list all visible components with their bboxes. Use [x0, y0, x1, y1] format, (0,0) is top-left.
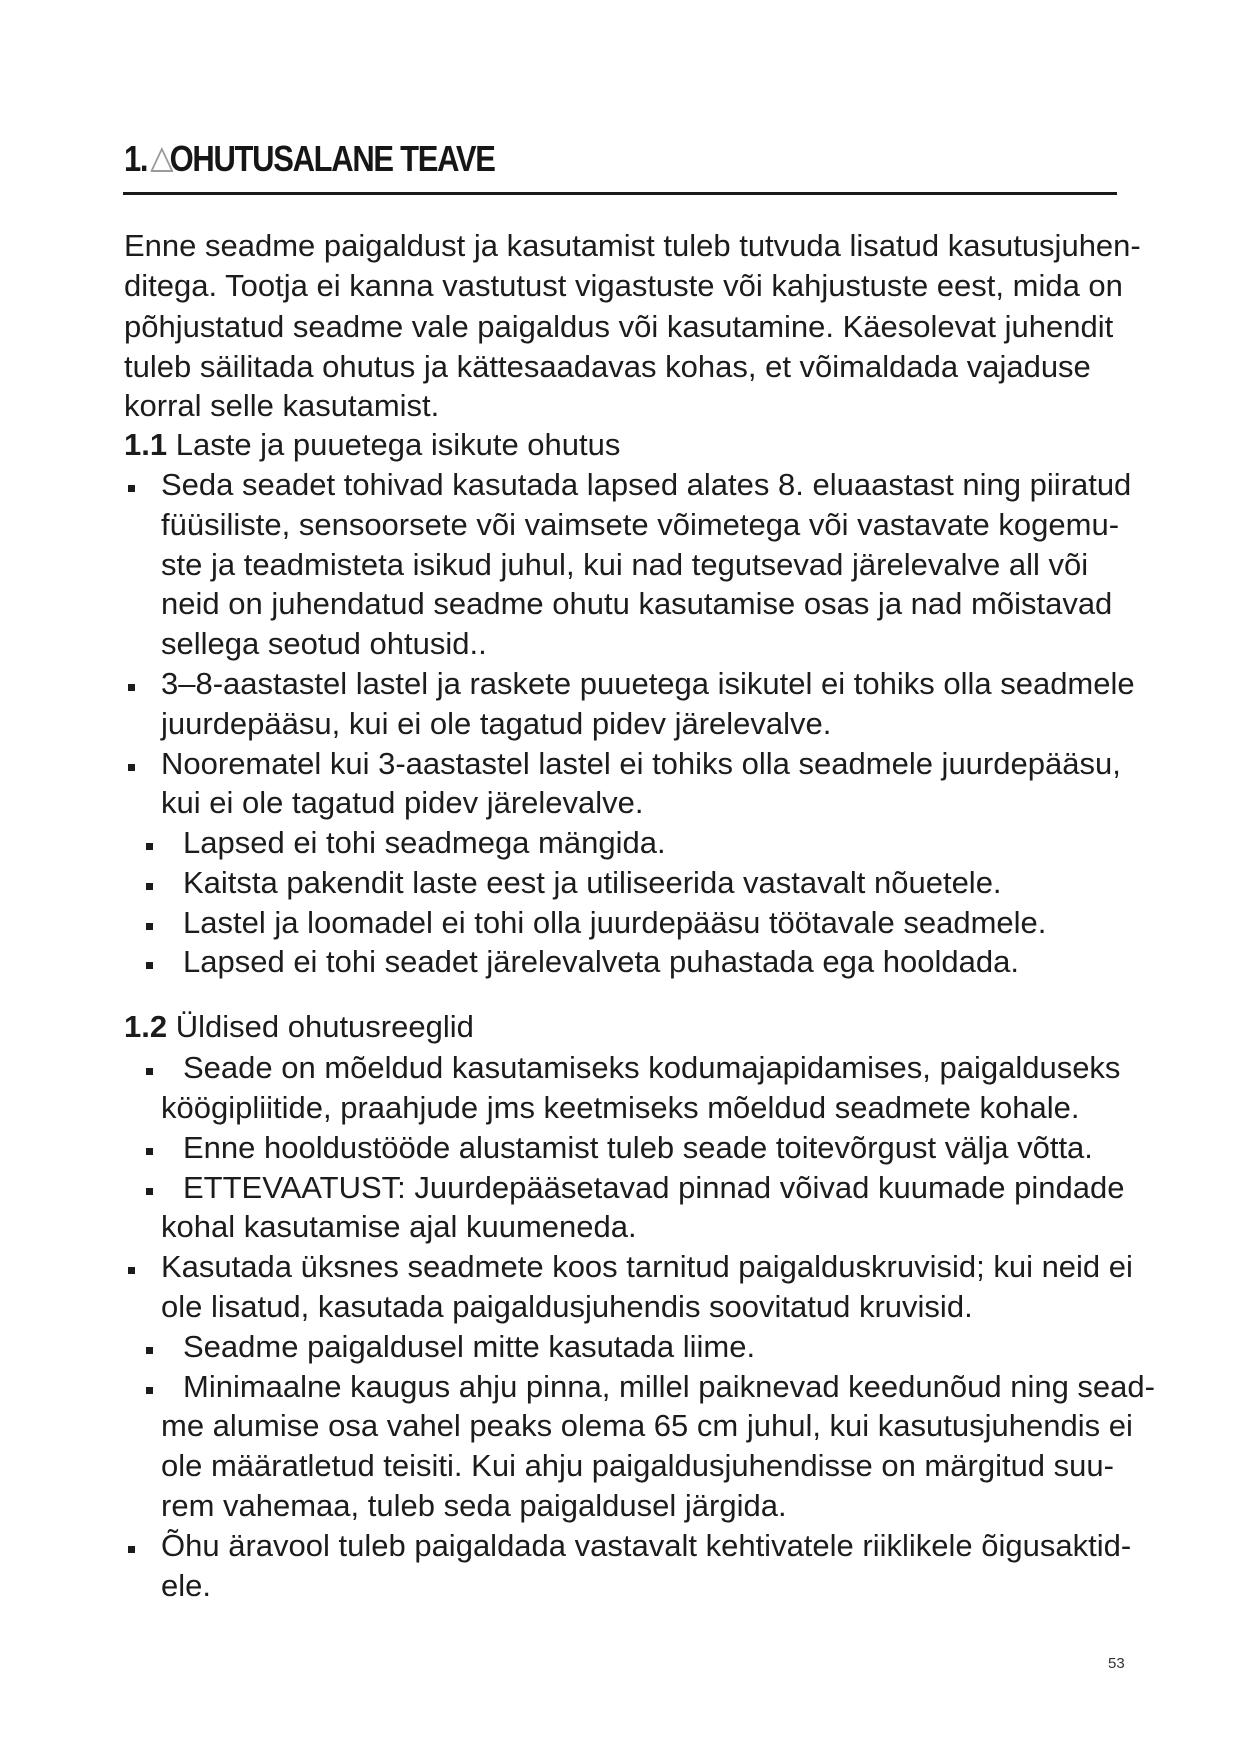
bullet-marker	[146, 923, 153, 930]
list-item-line: Minimaalne kaugus ahju pinna, millel paiknevad keedunõud ning sead-	[183, 1369, 1155, 1404]
bullet-marker	[146, 1068, 153, 1075]
list-item-line: füüsiliste, sensoorsete või vaimsete võimetega või vastavate kogemu-	[161, 507, 1120, 542]
list-item-line: Seda seadet tohivad kasutada lapsed alates 8. eluaastast ning piiratud	[161, 467, 1132, 502]
intro-line: korral selle kasutamist.	[124, 388, 440, 423]
list-item-line: Lapsed ei tohi seadet järelevalveta puhastada ega hooldada.	[183, 944, 1019, 979]
subsection-title: Laste ja puuetega isikute ohutus	[167, 427, 621, 462]
list-item-line: Õhu äravool tuleb paigaldada vastavalt kehtivatele riiklikele õigusaktid-	[161, 1528, 1132, 1563]
list-item-line: Kaitsta pakendit laste eest ja utiliseerida vastavalt nõuetele.	[183, 865, 1002, 900]
list-item-line: juurdepääsu, kui ei ole tagatud pidev järelevalve.	[161, 706, 832, 741]
bullet-marker	[146, 1148, 153, 1155]
intro-line: ditega. Tootja ei kanna vastutust vigastuste või kahjustuste eest, mida on	[124, 268, 1123, 303]
list-item-line: neid on juhendatud seadme ohutu kasutamise osas ja nad mõistavad	[161, 586, 1113, 621]
bullet-marker	[146, 962, 153, 969]
subsection-heading-1-2	[124, 1009, 474, 1045]
bullet-marker	[146, 1347, 153, 1354]
list-item-line: 3–8-aastastel lastel ja raskete puuetega isikutel ei tohiks olla seadmele	[161, 666, 1135, 701]
bullet-marker	[146, 1387, 153, 1394]
list-item-line: Lastel ja loomadel ei tohi olla juurdepääsu töötavale seadmele.	[183, 905, 1047, 940]
bullet-marker	[146, 1188, 153, 1195]
intro-line: Enne seadme paigaldust ja kasutamist tuleb tutvuda lisatud kasutusjuhen-	[124, 228, 1141, 263]
list-item-line: kohal kasutamise ajal kuumeneda.	[161, 1209, 637, 1244]
bullet-marker	[128, 485, 135, 492]
bullet-marker	[128, 764, 135, 771]
list-item-line: köögipliitide, praahjude jms keetmiseks mõeldud seadmete kohale.	[161, 1090, 1080, 1125]
bullet-marker	[146, 843, 153, 850]
subsection-heading-1-1	[124, 427, 620, 463]
list-item-line: me alumise osa vahel peaks olema 65 cm juhul, kui kasutusjuhendis ei	[161, 1408, 1133, 1443]
subsection-number: 1.1	[124, 427, 168, 462]
list-item-line: ele.	[161, 1568, 211, 1603]
bullet-marker	[128, 1546, 135, 1553]
list-item-line: Seade on mõeldud kasutamiseks kodumajapidamises, paigalduseks	[183, 1050, 1121, 1085]
list-item-line: kui ei ole tagatud pidev järelevalve.	[161, 785, 644, 820]
intro-line: põhjustatud seadme vale paigaldus või kasutamine. Käesolevat juhendit	[124, 309, 1114, 344]
section-heading-text: OHUTUSALANE TEAVE	[169, 138, 495, 179]
list-item-line: Noorematel kui 3-aastastel lastel ei tohiks olla seadmele juurdepääsu,	[161, 746, 1121, 781]
list-item-line: sellega seotud ohtusid..	[161, 626, 487, 661]
bullet-marker	[128, 1267, 135, 1274]
bullet-marker	[128, 684, 135, 691]
list-item-line: ole lisatud, kasutada paigaldusjuhendis soovitatud kruvisid.	[161, 1289, 973, 1324]
section-heading	[124, 138, 495, 180]
list-item-line: ole määratletud teisiti. Kui ahju paigaldusjuhendisse on märgitud suu-	[161, 1448, 1114, 1483]
list-item-line: Enne hooldustööde alustamist tuleb seade toitevõrgust välja võtta.	[183, 1130, 1093, 1165]
subsection-number: 1.2	[124, 1009, 168, 1044]
subsection-title: Üldised ohutusreeglid	[167, 1009, 474, 1044]
heading-underline	[123, 192, 1117, 195]
list-item-line: ETTEVAATUST: Juurdepääsetavad pinnad võivad kuumade pindade	[183, 1170, 1125, 1205]
section-heading-number: 1.	[124, 138, 148, 179]
page-number: 53	[1108, 1655, 1125, 1672]
list-item-line: Seadme paigaldusel mitte kasutada liime.	[183, 1329, 756, 1364]
list-item-line: rem vahemaa, tuleb seda paigaldusel järgida.	[161, 1488, 787, 1523]
list-item-line: ste ja teadmisteta isikud juhul, kui nad tegutsevad järelevalve all või	[161, 547, 1089, 582]
bullet-marker	[146, 883, 153, 890]
intro-line: tuleb säilitada ohutus ja kättesaadavas kohas, et võimaldada vajaduse	[124, 349, 1091, 384]
list-item-line: Lapsed ei tohi seadmega mängida.	[183, 825, 666, 860]
list-item-line: Kasutada üksnes seadmete koos tarnitud paigalduskruvisid; kui neid ei	[161, 1249, 1133, 1284]
